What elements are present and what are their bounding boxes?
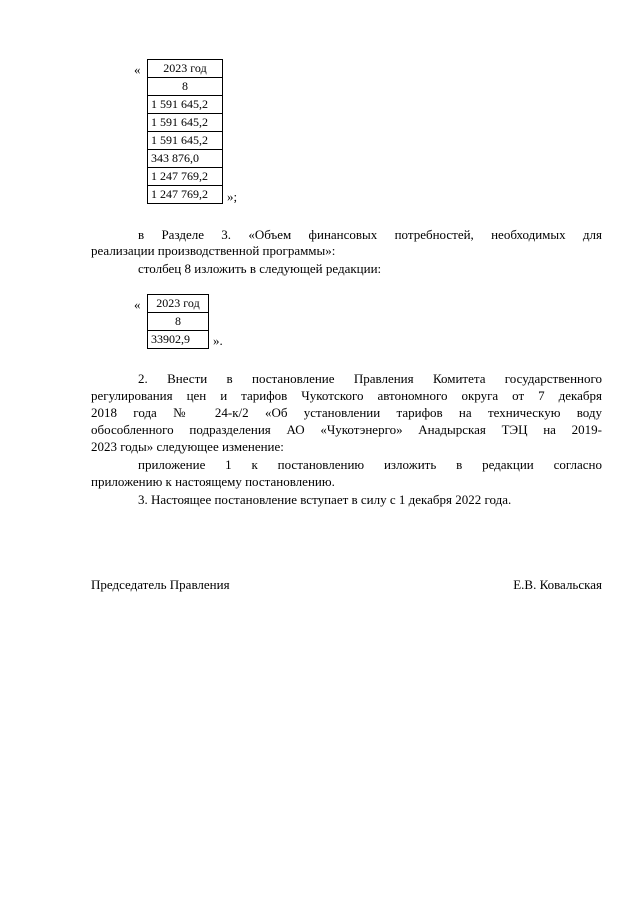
- signature-name: Е.В. Ковальская: [513, 577, 602, 592]
- table-cell: 1 247 769,2: [148, 168, 223, 186]
- table-cell: 1 591 645,2: [148, 132, 223, 150]
- table-cell: 2023 год: [148, 295, 209, 313]
- para3-line1: 3. Настоящее постановление вступает в силу с 1 декабря 2022 года.: [138, 492, 512, 507]
- table-row: [148, 132, 223, 150]
- table-row: [148, 168, 223, 186]
- para2-line2: регулирования цен и тарифов Чукотского автономного округа от 7 декабря: [91, 388, 602, 403]
- table-row: [148, 96, 223, 114]
- table-cell: 343 876,0: [148, 150, 223, 168]
- para2-line7: приложению к настоящему постановлению.: [91, 474, 335, 489]
- table-1: [147, 59, 223, 204]
- table-row: [148, 331, 209, 349]
- section3-line1: в Разделе 3. «Объем финансовых потребностей, необходимых для: [138, 227, 602, 242]
- table-cell: 1 247 769,2: [148, 186, 223, 204]
- table-row: [148, 78, 223, 96]
- para2-line1: 2. Внести в постановление Правления Комитета государственного: [138, 371, 602, 386]
- table-row: [148, 313, 209, 331]
- table-cell: 33902,9: [148, 331, 209, 349]
- table-2: [147, 294, 209, 349]
- table-cell: 1 591 645,2: [148, 96, 223, 114]
- table-cell: 8: [148, 78, 223, 96]
- para2-line5: 2023 годы» следующее изменение:: [91, 439, 284, 454]
- para2-line6: приложение 1 к постановлению изложить в редакции согласно: [138, 457, 602, 472]
- section3-line3: столбец 8 изложить в следующей редакции:: [138, 261, 382, 276]
- close-quote-1: »;: [227, 189, 238, 204]
- table-row: [148, 60, 223, 78]
- table-row: [148, 295, 209, 313]
- table-cell: 2023 год: [148, 60, 223, 78]
- para2-line4: обособленного подразделения АО «Чукотэнерго» Анадырская ТЭЦ на 2019-: [91, 422, 602, 437]
- table-cell: 8: [148, 313, 209, 331]
- table-row: [148, 150, 223, 168]
- para2-line3: 2018 года № 24-к/2 «Об установлении тарифов на техническую воду: [91, 405, 602, 420]
- table-row: [148, 186, 223, 204]
- close-quote-2: ».: [213, 333, 223, 348]
- section3-line2: реализации производственной программы»:: [91, 243, 336, 258]
- table-cell: 1 591 645,2: [148, 114, 223, 132]
- table-row: [148, 114, 223, 132]
- signature-position: Председатель Правления: [91, 577, 230, 592]
- open-quote-2: «: [134, 297, 141, 312]
- open-quote-1: «: [134, 62, 141, 77]
